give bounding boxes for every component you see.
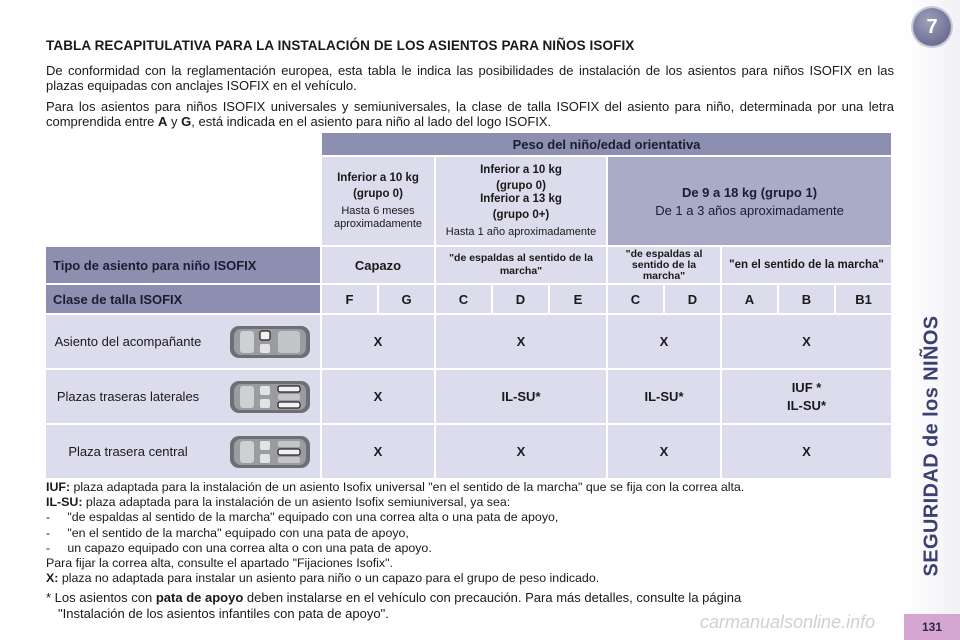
seat-value: X xyxy=(516,444,526,459)
class-value: F xyxy=(345,291,354,307)
type-label-cell xyxy=(46,247,322,285)
group-label: Inferior a 10 kg xyxy=(337,171,419,184)
note-text: plaza no adaptada para instalar un asiento para niño o un capazo para el grupo de peso indicado. xyxy=(58,571,600,586)
seat-value: IL-SU* xyxy=(644,389,684,404)
class-cell xyxy=(550,285,608,315)
seat-value: X xyxy=(802,444,811,459)
table-row xyxy=(46,315,893,370)
note-list-item: - "en el sentido de la marcha" equipado con una pata de apoyo, xyxy=(46,525,409,540)
class-cell xyxy=(436,285,493,315)
type-forward-facing-cell xyxy=(722,247,893,285)
seat-value-cell xyxy=(722,425,893,480)
type-rear-facing-cell xyxy=(436,247,608,285)
car-seat-diagram-icon xyxy=(228,323,312,361)
watermark: carmanualsonline.info xyxy=(700,612,876,632)
class-value: B xyxy=(801,291,812,307)
seat-value-cell xyxy=(322,425,436,480)
seat-value: X xyxy=(516,334,526,349)
seat-value-cell xyxy=(322,370,436,425)
class-cell xyxy=(779,285,836,315)
seat-value: IUF * xyxy=(791,380,822,395)
seat-value-cell xyxy=(608,425,722,480)
note-text: plaza adaptada para la instalación de un asiento Isofix universal "en el sentido de la marcha" que se fija con la correa alta. xyxy=(70,480,745,494)
seat-value-cell xyxy=(608,370,722,425)
intro-text: y xyxy=(167,114,182,129)
chapter-number: 7 xyxy=(926,15,938,38)
class-cell xyxy=(608,285,665,315)
seat-label-cell xyxy=(46,425,322,480)
legend-notes xyxy=(46,480,894,621)
seat-value-cell xyxy=(436,425,608,480)
seat-value-cell xyxy=(608,315,722,370)
class-value: D xyxy=(515,291,526,307)
note-list-item: - un capazo equipado con una correa alta o con una pata de apoyo. xyxy=(46,540,432,555)
note-list-item: - "de espaldas al sentido de la marcha" equipado con una correa alta o una pata de apoyo, xyxy=(46,510,559,525)
group-label: (grupo 0) xyxy=(353,187,403,200)
group-label: (grupo 0+) xyxy=(492,208,550,221)
note-key: X: xyxy=(46,571,59,586)
group-label: De 9 a 18 kg (grupo 1) xyxy=(681,184,818,200)
type-value: "de espaldas al sentido de la marcha" xyxy=(449,252,593,277)
class-value: E xyxy=(573,291,583,307)
footnote-text: * Los asientos con xyxy=(46,590,156,606)
car-seat-diagram-icon xyxy=(228,433,312,471)
group-label: Inferior a 13 kg xyxy=(480,192,562,205)
class-cell xyxy=(493,285,550,315)
seat-value: X xyxy=(659,334,669,349)
intro-text: Para los asientos para niños ISOFIX universales y semiuniversales, la clase de talla ISOFIX del asiento para niño, determinada por una letra comprendida entre xyxy=(46,99,894,129)
page-title: TABLA RECAPITULATIVA PARA LA INSTALACIÓN DE LOS ASIENTOS PARA NIÑOS ISOFIX xyxy=(46,38,635,53)
group-0-cell xyxy=(322,157,436,247)
type-value: "de espaldas al sentido de la marcha" xyxy=(625,247,703,282)
group-label: Inferior a 10 kg xyxy=(480,163,562,176)
class-cell xyxy=(836,285,893,315)
type-label: Tipo de asiento para niño ISOFIX xyxy=(53,257,257,273)
footnote-text: "Instalación de los asientos infantiles con pata de apoyo". xyxy=(58,605,389,621)
class-cell xyxy=(665,285,722,315)
class-value: D xyxy=(687,291,698,307)
note-strap: Para fijar la correa alta, consulte el apartado "Fijaciones Isofix". xyxy=(46,556,393,571)
seat-value: X xyxy=(373,334,383,349)
table-row xyxy=(46,370,893,425)
type-value: "en el sentido de la marcha" xyxy=(729,258,884,271)
group-age: Hasta 6 meses xyxy=(341,204,415,217)
seat-value-cell xyxy=(436,370,608,425)
group-label: (grupo 0) xyxy=(496,179,546,192)
page-number: 131 xyxy=(904,614,960,640)
seat-label: Plaza trasera central xyxy=(68,443,188,459)
class-cell xyxy=(722,285,779,315)
seat-value-cell xyxy=(322,315,436,370)
seat-value-cell xyxy=(722,315,893,370)
intro-paragraph-1: De conformidad con la reglamentación europea, esta tabla le indica las posibilidades de instalación de los asientos para niños ISOFIX en las plazas equipadas con anclajes ISOFIX en el vehículo. xyxy=(46,63,894,93)
class-value: B1 xyxy=(855,291,872,307)
seat-value: X xyxy=(659,444,669,459)
note-iuf xyxy=(46,480,894,495)
type-rear-facing-cell xyxy=(608,247,722,285)
class-label-cell xyxy=(46,285,322,315)
seat-value: X xyxy=(373,444,383,459)
note-text: plaza adaptada para la instalación de un asiento Isofix semiuniversal, ya sea: xyxy=(82,495,511,510)
intro-text: , está indicada en el asiento para niño al lado del logo ISOFIX. xyxy=(191,114,552,129)
class-cell xyxy=(379,285,436,315)
footnote-bold: pata de apoyo xyxy=(155,590,244,606)
weight-header xyxy=(322,133,893,157)
class-value: G xyxy=(401,291,412,307)
seat-label: Plazas traseras laterales xyxy=(56,388,200,404)
type-capazo-cell xyxy=(322,247,436,285)
intro-paragraph-2 xyxy=(46,99,894,129)
class-letter-g: G xyxy=(181,114,192,129)
seat-value-cell xyxy=(722,370,893,425)
class-value: A xyxy=(744,291,755,307)
class-value: C xyxy=(458,291,469,307)
note-ilsu xyxy=(46,495,894,510)
car-seat-diagram-icon xyxy=(228,378,312,416)
class-letter-a: A xyxy=(158,114,168,129)
seat-value: X xyxy=(373,389,383,404)
group-age: Hasta 1 año aproximadamente xyxy=(445,225,597,238)
group-age: De 1 a 3 años aproximadamente xyxy=(655,202,844,218)
chapter-number-badge xyxy=(913,8,951,46)
empty-corner xyxy=(46,133,322,157)
isofix-table xyxy=(46,133,893,480)
note-key: IL-SU: xyxy=(46,495,83,510)
class-value: C xyxy=(630,291,641,307)
chapter-title: SEGURIDAD de los NIÑOS xyxy=(920,315,943,577)
group-1-cell xyxy=(608,157,893,247)
empty-corner xyxy=(46,157,322,247)
seat-value: IL-SU* xyxy=(787,398,826,413)
table-row xyxy=(46,425,893,480)
note-key: IUF: xyxy=(46,480,71,494)
note-x xyxy=(46,571,894,586)
seat-value: IL-SU* xyxy=(501,389,541,404)
main-content xyxy=(46,38,894,129)
seat-label: Asiento del acompañante xyxy=(54,333,202,349)
class-label: Clase de talla ISOFIX xyxy=(53,291,183,307)
weight-header-label: Peso del niño/edad orientativa xyxy=(512,136,701,152)
seat-label-cell xyxy=(46,370,322,425)
seat-value: X xyxy=(802,334,811,349)
class-cell xyxy=(322,285,379,315)
seat-value-cell xyxy=(436,315,608,370)
group-age: aproximadamente xyxy=(333,217,423,230)
group-0plus-cell xyxy=(436,157,608,247)
footnote-text: deben instalarse en el vehículo con precaución. Para más detalles, consulte la página xyxy=(243,590,742,606)
seat-label-cell xyxy=(46,315,322,370)
type-value: Capazo xyxy=(354,257,402,273)
